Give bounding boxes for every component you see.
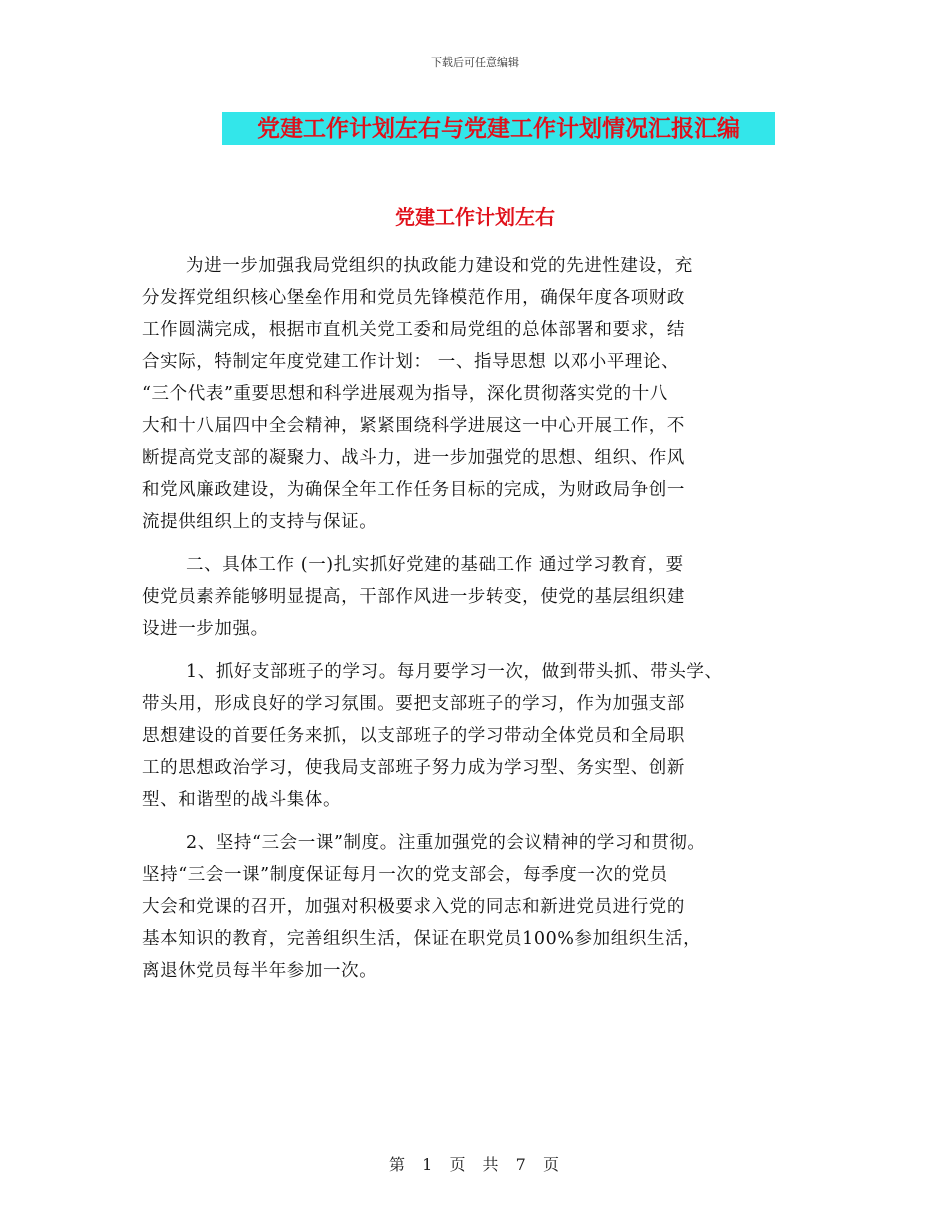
paragraph-4-line-3: 大会和党课的召开，加强对积极要求入党的同志和新进党员进行党的 (142, 897, 685, 917)
paragraph-1-line-8: 和党风廉政建设，为确保全年工作任务目标的完成，为财政局争创一 (142, 480, 685, 500)
footer-label-total: 共 (482, 1155, 501, 1174)
footer-label-unit: 页 (449, 1155, 468, 1174)
paragraph-1-line-5: “三个代表”重要思想和科学进展观为指导，深化贯彻落实党的十八 (142, 384, 668, 404)
paragraph-1-line-3: 工作圆满完成，根据市直机关党工委和局党组的总体部署和要求，结 (142, 320, 685, 340)
paragraph-2-line-1: 二、具体工作 (一)扎实抓好党建的基础工作 通过学习教育，要 (186, 555, 684, 575)
paragraph-2-line-2: 使党员素养能够明显提高，干部作风进一步转变，使党的基层组织建 (142, 587, 685, 607)
paragraph-1-line-6: 大和十八届四中全会精神，紧紧围绕科学进展这一中心开展工作，不 (142, 416, 685, 436)
section-title: 党建工作计划左右 (395, 205, 555, 229)
header-note: 下载后可任意编辑 (431, 56, 519, 69)
paragraph-1-line-9: 流提供组织上的支持与保证。 (142, 512, 378, 532)
paragraph-4-line-1: 2、坚持“三会一课”制度。注重加强党的会议精神的学习和贯彻。 (186, 833, 706, 853)
footer-label-unit2: 页 (542, 1155, 561, 1174)
page-footer (0, 1152, 950, 1175)
paragraph-1-line-7: 断提高党支部的凝聚力、战斗力，进一步加强党的思想、组织、作风 (142, 448, 685, 468)
paragraph-1-line-1: 为进一步加强我局党组织的执政能力建设和党的先进性建设，充 (186, 256, 693, 276)
paragraph-1-line-2: 分发挥党组织核心堡垒作用和党员先锋模范作用，确保年度各项财政 (142, 288, 685, 308)
paragraph-4-line-2: 坚持“三会一课”制度保证每月一次的党支部会，每季度一次的党员 (142, 865, 668, 885)
paragraph-3-line-5: 型、和谐型的战斗集体。 (142, 790, 342, 810)
body-text (142, 250, 804, 987)
paragraph-4-line-4: 基本知识的教育，完善组织生活，保证在职党员100%参加组织生活， (142, 929, 702, 949)
paragraph-3-line-3: 思想建设的首要任务来抓，以支部班子的学习带动全体党员和全局职 (142, 726, 685, 746)
footer-label-page: 第 (389, 1155, 408, 1174)
paragraph-4-line-5: 离退休党员每半年参加一次。 (142, 961, 378, 981)
paragraph-3-line-4: 工的思想政治学习，使我局支部班子努力成为学习型、务实型、创新 (142, 758, 685, 778)
footer-total-pages: 7 (515, 1155, 528, 1174)
footer-current-page: 1 (422, 1155, 435, 1174)
paragraph-2-line-3: 设进一步加强。 (142, 619, 269, 639)
document-title: 党建工作计划左右与党建工作计划情况汇报汇编 (222, 112, 775, 145)
paragraph-3-line-1: 1、抓好支部班子的学习。每月要学习一次，做到带头抓、带头学、 (186, 662, 723, 682)
paragraph-3-line-2: 带头用，形成良好的学习氛围。要把支部班子的学习，作为加强支部 (142, 694, 685, 714)
paragraph-1-line-4: 合实际，特制定年度党建工作计划： 一、指导思想 以邓小平理论、 (142, 352, 680, 372)
